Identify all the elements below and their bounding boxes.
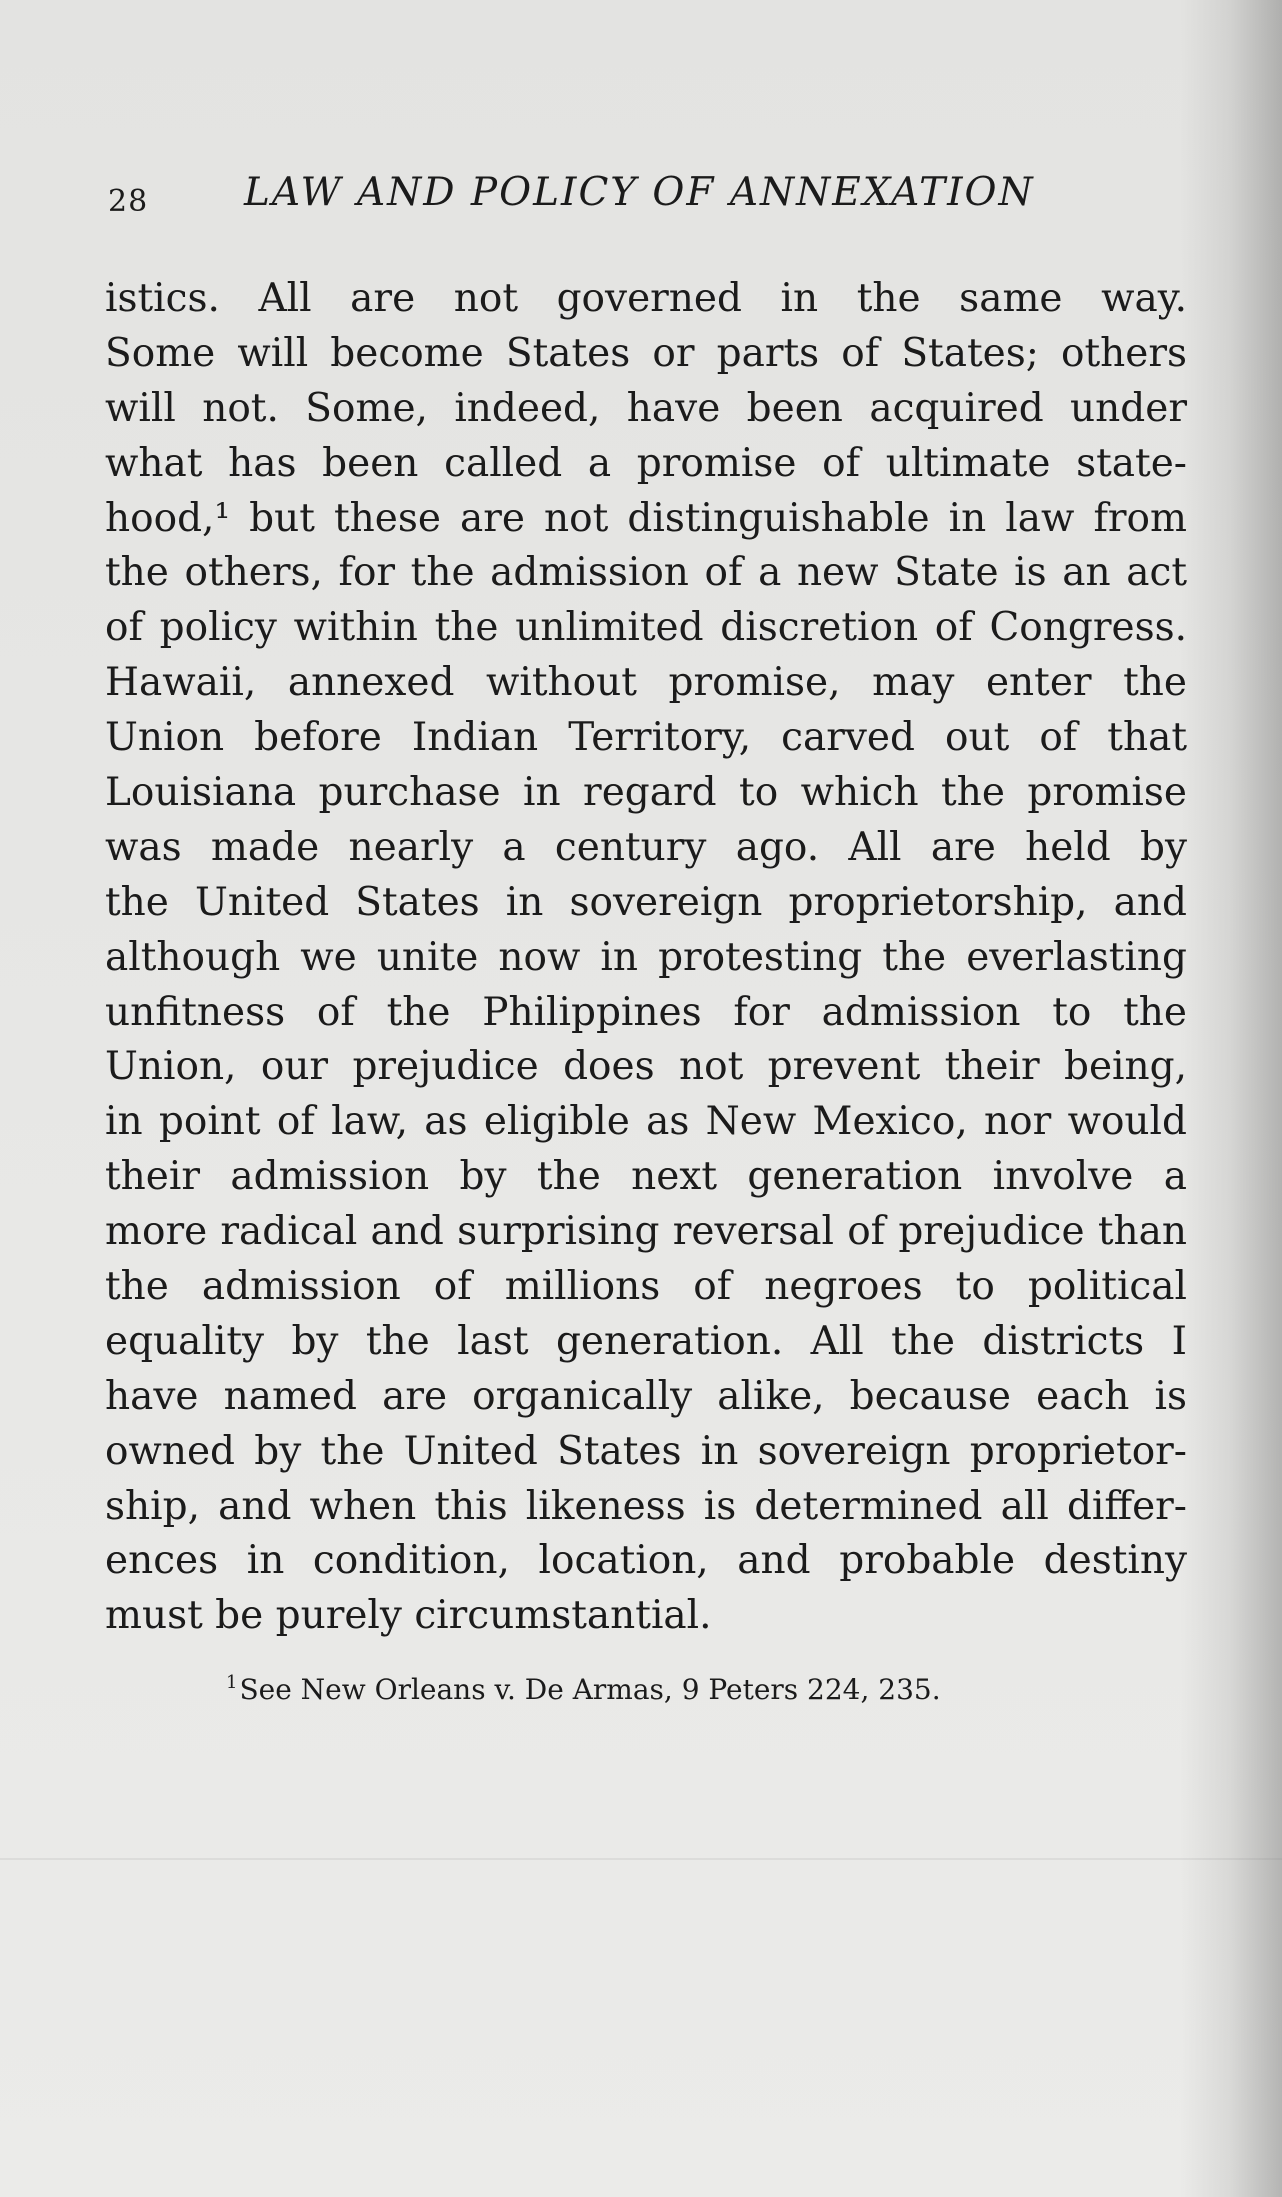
text-line: owned by the United States in sovereign proprietor-: [105, 1428, 1187, 1474]
footnote-text: See New Orleans v. De Armas, 9 Peters 224, 235.: [239, 1673, 941, 1706]
text-line: Union before Indian Territory, carved out of that: [105, 715, 1187, 761]
page-number: 28: [108, 184, 149, 219]
footnote-marker: 1: [226, 1672, 238, 1693]
body-text: [105, 272, 1187, 1644]
text-line: of policy within the unlimited discretion of Congress.: [105, 605, 1187, 651]
text-line: equality by the last generation. All the districts I: [105, 1318, 1187, 1364]
running-header: [108, 170, 1068, 220]
text-line: more radical and surprising reversal of prejudice than: [105, 1209, 1187, 1255]
text-line: Union, our prejudice does not prevent their being,: [105, 1044, 1187, 1090]
text-line: ences in condition, location, and probable destiny: [105, 1538, 1187, 1584]
text-line: will not. Some, indeed, have been acquired under: [105, 385, 1187, 431]
text-line: ship, and when this likeness is determined all differ-: [105, 1483, 1187, 1529]
text-line: was made nearly a century ago. All are held by: [105, 824, 1187, 870]
text-line: although we unite now in protesting the everlasting: [105, 934, 1187, 980]
text-line: their admission by the next generation involve a: [105, 1154, 1187, 1200]
text-line: Hawaii, annexed without promise, may enter the: [105, 660, 1187, 706]
running-title: LAW AND POLICY OF ANNEXATION: [244, 170, 1035, 215]
text-line: Louisiana purchase in regard to which the promise: [105, 770, 1187, 816]
text-line: the United States in sovereign proprietorship, and: [105, 879, 1187, 925]
text-line: Some will become States or parts of States; others: [105, 330, 1187, 376]
text-line: istics. All are not governed in the same way.: [105, 276, 1187, 321]
text-line: have named are organically alike, because each is: [105, 1373, 1187, 1419]
text-line: the others, for the admission of a new State is an act: [105, 550, 1187, 596]
text-line: the admission of millions of negroes to political: [105, 1264, 1187, 1310]
text-line: unfitness of the Philippines for admission to the: [105, 989, 1187, 1035]
text-line: in point of law, as eligible as New Mexico, nor would: [105, 1099, 1187, 1145]
text-line: hood,¹ but these are not distinguishable in law from: [105, 495, 1187, 541]
page-fold-divider: [0, 1858, 1282, 1860]
text-line: what has been called a promise of ultimate state-: [105, 440, 1187, 486]
footnote: [226, 1672, 1126, 1706]
text-line: must be purely circumstantial.: [105, 1593, 712, 1639]
